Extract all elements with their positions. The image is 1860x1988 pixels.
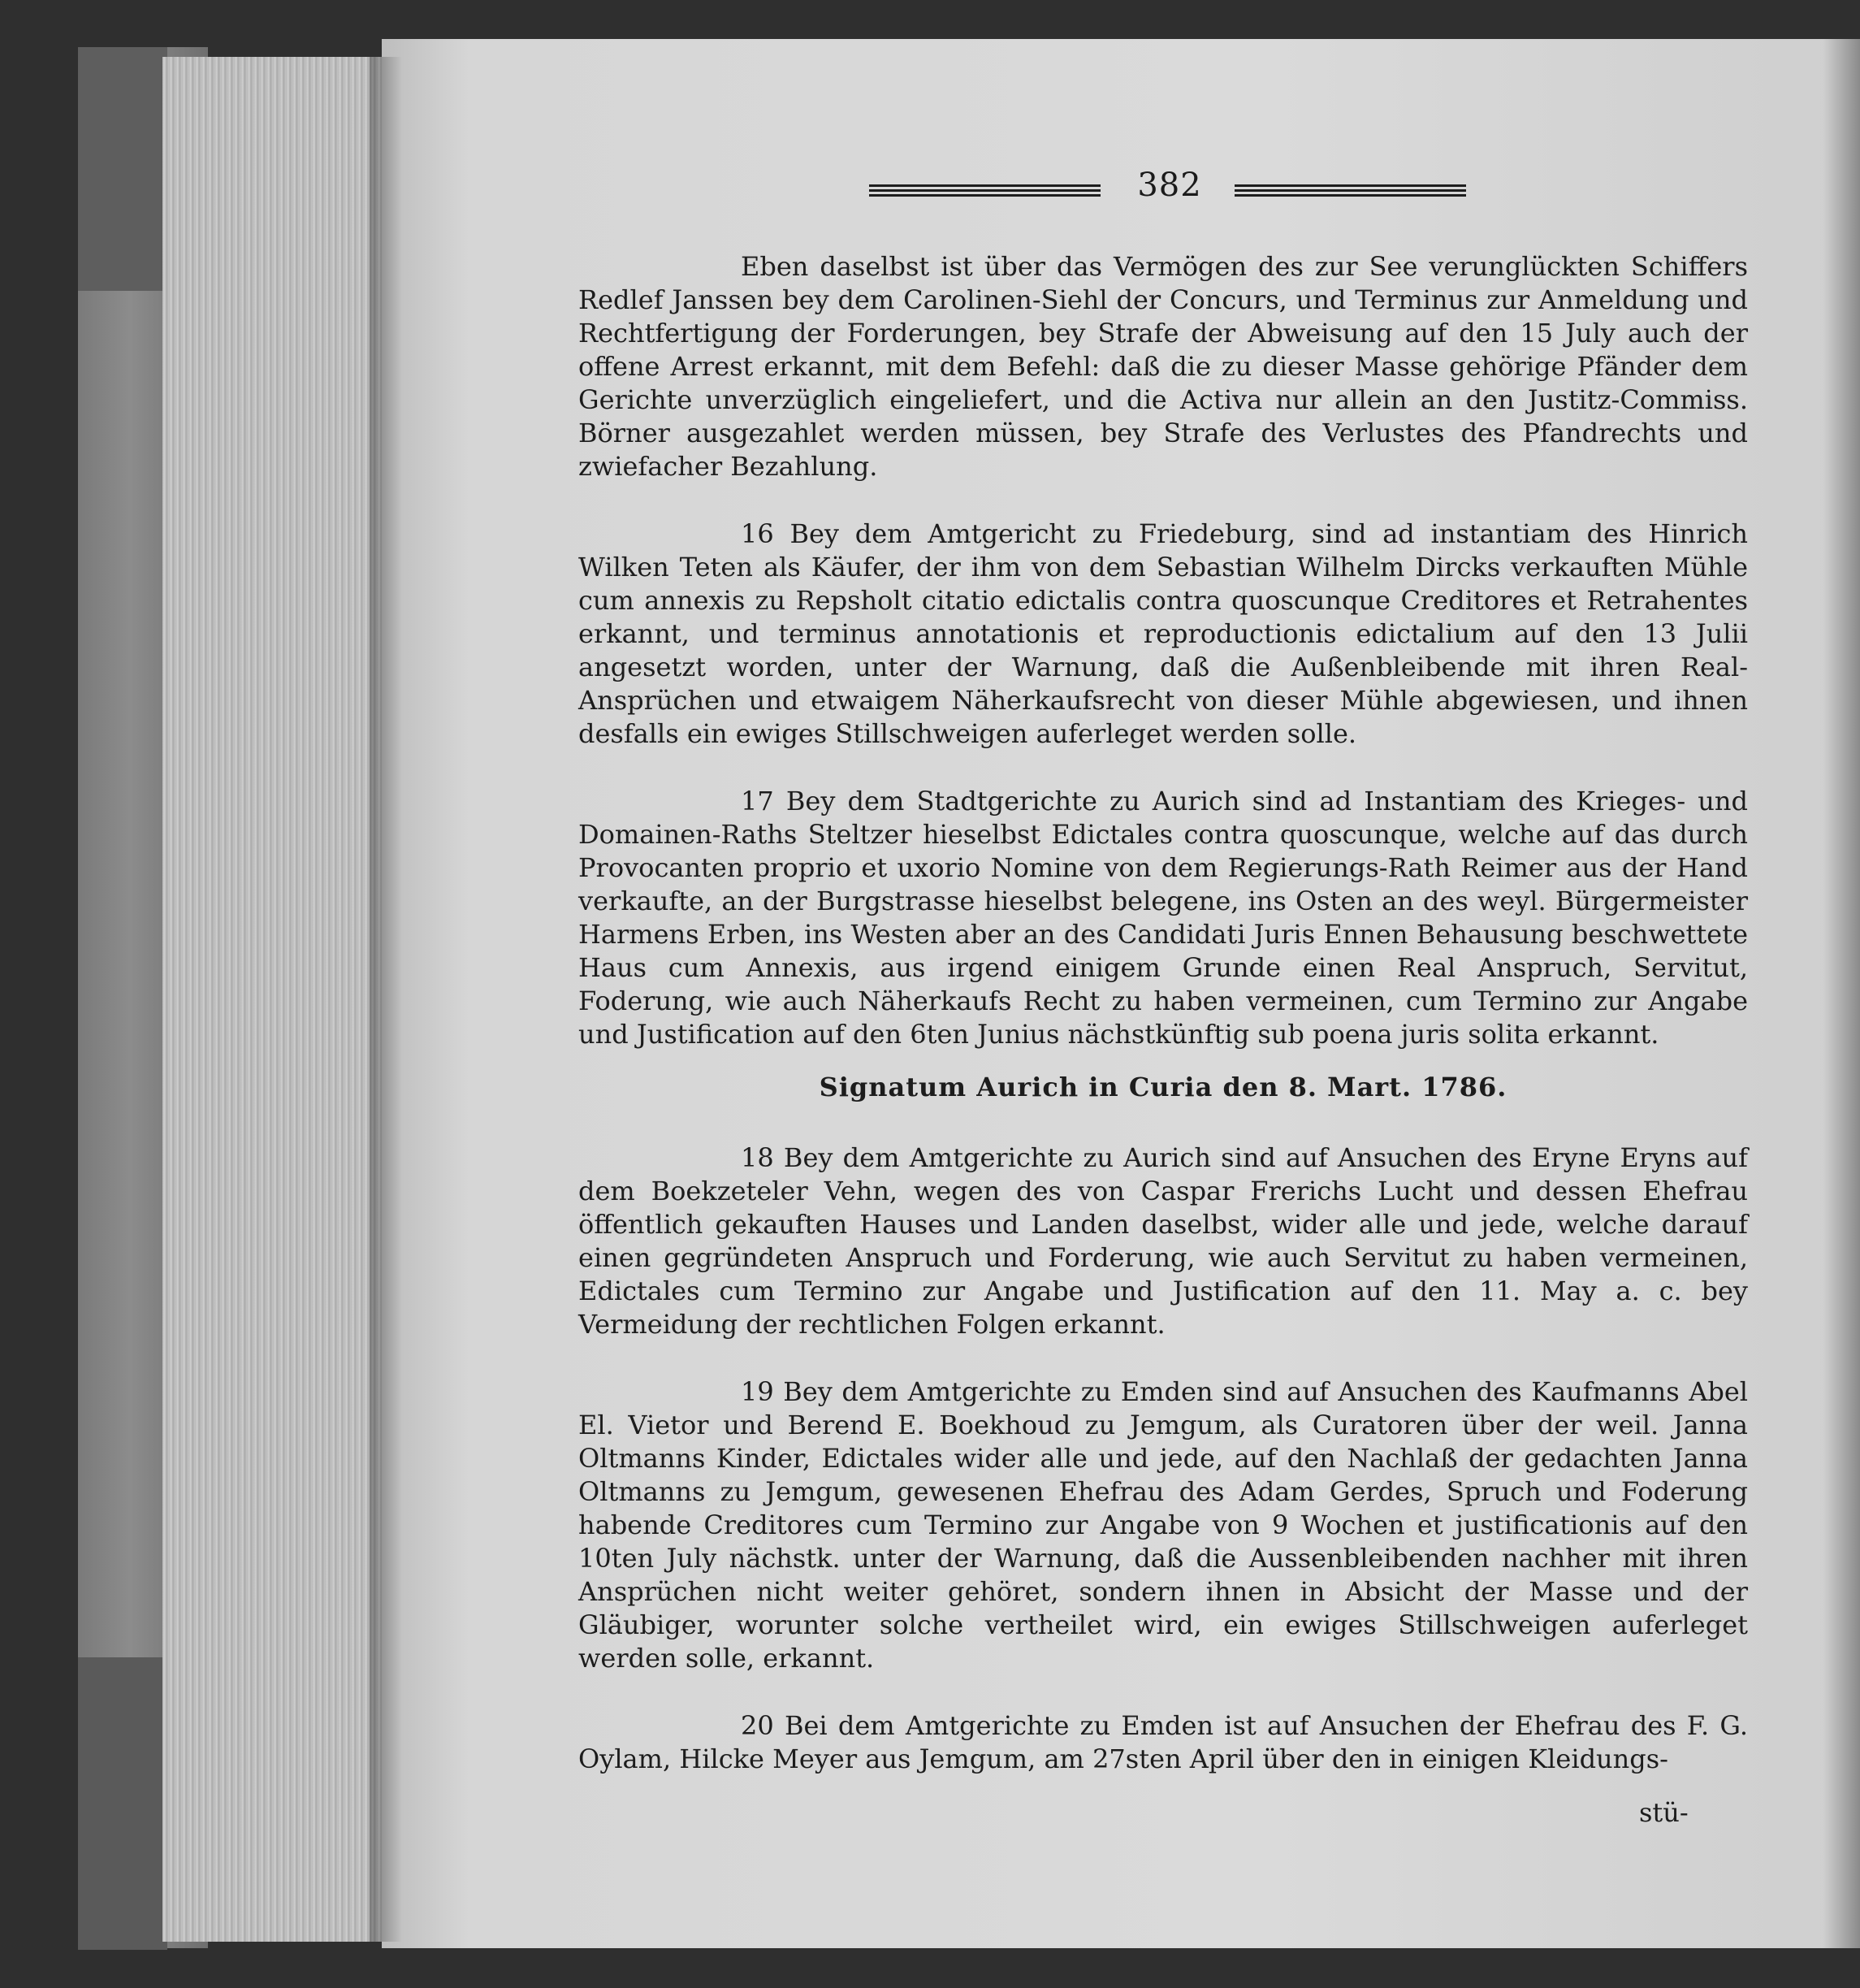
page-number: 382 <box>1137 167 1202 204</box>
page-right-edge <box>1823 39 1860 1948</box>
paragraph-16: 16 Bey dem Amtgericht zu Friedeburg, sind ad instantiam des Hinrich Wilken Teten als Käufer, der ihm von dem Sebastian Wilhelm Dircks verkauften Mühle cum annexis zu Repsholt citatio edictalis contra quoscunque Creditores et Retrahentes erkannt, und terminus annotationis et reproductionis edictalium auf den 13 Julii angesetzt worden, unter der Warnung, daß die Außenbleibende mit ihren Real-Ansprüchen und etwaigem Näherkaufsrecht von dieser Mühle abgewiesen, und ihnen desfalls ein ewiges Stillschweigen auferleget werden solle. <box>578 518 1748 749</box>
header-rule-left <box>869 184 1101 197</box>
page-edges <box>162 57 390 1942</box>
signature-line: Signatum Aurich in Curia den 8. Mart. 1786. <box>819 1072 1507 1102</box>
paragraph-intro: Eben daselbst ist über das Vermögen des zur See verunglückten Schiffers Redlef Janssen bey dem Carolinen-Siehl der Concurs, und Terminus zur Anmeldung und Rechtfertigung der Forderungen, bey Strafe der Abweisung auf den 15 July auch der offene Arrest erkannt, mit dem Befehl: daß die zu dieser Masse gehörige Pfänder dem Gerichte unverzüglich eingeliefert, und die Activa nur allein an den Justitz-Commiss. Börner ausgezahlet werden müssen, bey Strafe des Verlustes des Pfandrechts und zwiefacher Bezahlung. <box>578 251 1748 482</box>
paragraph-20: 20 Bei dem Amtgerichte zu Emden ist auf Ansuchen der Ehefrau des F. G. Oylam, Hilcke Meyer aus Jemgum, am 27sten April über den in einigen Kleidungs- <box>578 1710 1748 1774</box>
paragraph-19: 19 Bey dem Amtgerichte zu Emden sind auf Ansuchen des Kaufmanns Abel El. Vietor und Berend E. Boekhoud zu Jemgum, als Curatoren über der weil. Janna Oltmanns Kinder, Edictales wider alle und jede, auf den Nachlaß der gedachten Janna Oltmanns zu Jemgum, gewesenen Ehefrau des Adam Gerdes, Spruch und Foderung habende Creditores cum Termino zur Angabe von 9 Wochen et justificationis auf den 10ten July nächstk. unter der Warnung, daß die Aussenbleibenden nachher mit ihren Ansprüchen nicht weiter gehöret, sondern ihnen in Absicht der Masse und der Gläubiger, worunter solche vertheilet wird, ein ewiges Stillschweigen auferleget werden solle, erkannt. <box>578 1376 1748 1674</box>
header-rule-right <box>1235 184 1466 197</box>
paragraph-17: 17 Bey dem Stadtgerichte zu Aurich sind ad Instantiam des Krieges- und Domainen-Raths Steltzer hieselbst Edictales contra quoscunque, welche auf das durch Provocanten proprio et uxorio Nomine von dem Regierungs-Rath Reimer aus der Hand verkaufte, an der Burgstrasse hieselbst belegene, ins Osten an des weyl. Bürgermeister Harmens Erben, ins Westen aber an des Candidati Juris Ennen Behausung beschwettete Haus cum Annexis, aus irgend einigem Grunde einen Real Anspruch, Servitut, Foderung, wie auch Näherkaufs Recht zu haben vermeinen, cum Termino zur Angabe und Justification auf den 6ten Junius nächstkünftig sub poena juris solita erkannt. <box>578 786 1748 1050</box>
catchword: stü- <box>1639 1797 1689 1828</box>
spine-shadow <box>370 57 402 1942</box>
cover-corner-top <box>78 47 167 291</box>
page-header <box>869 167 1478 215</box>
cover-corner-bottom <box>78 1657 167 1950</box>
paragraph-18: 18 Bey dem Amtgerichte zu Aurich sind auf Ansuchen des Eryne Eryns auf dem Boekzeteler Vehn, wegen des von Caspar Frerichs Lucht und dessen Ehefrau öffentlich gekauften Hauses und Landen daselbst, wider alle und jede, welche darauf einen gegründeten Anspruch und Forderung, wie auch Servitut zu haben vermeinen, Edictales cum Termino zur Angabe und Justification auf den 11. May a. c. bey Vermeidung der rechtlichen Folgen erkannt. <box>578 1142 1748 1340</box>
body-text <box>578 250 1748 1810</box>
